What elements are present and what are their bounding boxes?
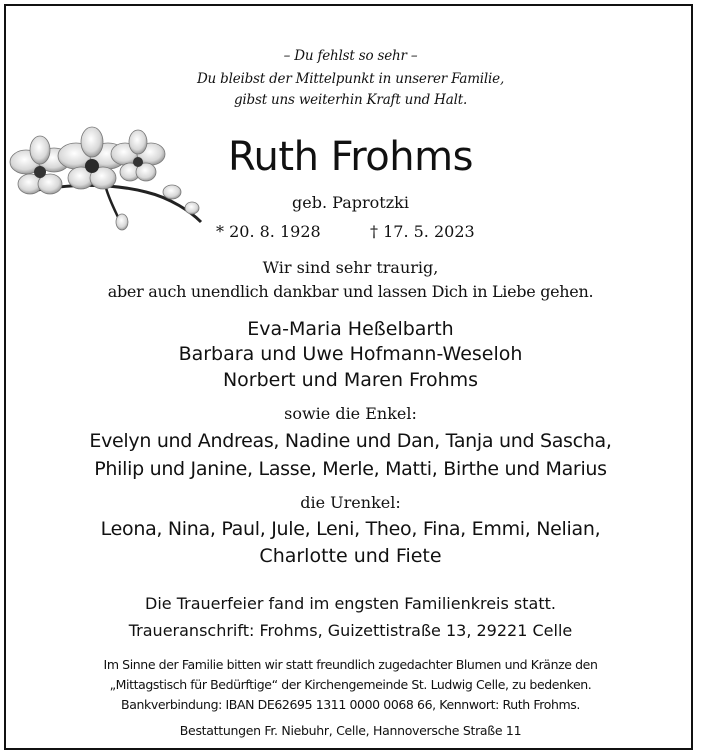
grandchildren-line-1: Evelyn und Andreas, Nadine und Dan, Tanja und Sascha,	[89, 430, 612, 452]
child-3: Norbert und Maren Frohms	[222, 369, 479, 391]
grandchildren-label: sowie die Enkel:	[284, 404, 417, 423]
ceremony-note: Die Trauerfeier fand im engsten Familienkreis statt.	[145, 594, 556, 613]
message-line-2: aber auch unendlich dankbar und lassen Dich in Liebe gehen.	[107, 282, 594, 301]
motto-line-3: gibst uns weiterhin Kraft und Halt.	[233, 92, 468, 108]
donation-line-1: Im Sinne der Familie bitten wir statt freundlich zugedachter Blumen und Kränze den	[103, 657, 598, 672]
death-date: † 17. 5. 2023	[370, 222, 475, 241]
great-grandchildren-line-1: Leona, Nina, Paul, Jule, Leni, Theo, Fina, Emmi, Nelian,	[100, 518, 601, 540]
funeral-home: Bestattungen Fr. Niebuhr, Celle, Hannoversche Straße 11	[179, 723, 522, 738]
birth-name: geb. Paprotzki	[292, 193, 409, 212]
motto-line-1: – Du fehlst so sehr –	[283, 48, 418, 64]
mourning-address: Traueranschrift: Frohms, Guizettistraße 13, 29221 Celle	[128, 621, 573, 640]
great-grandchildren-line-2: Charlotte und Fiete	[259, 545, 442, 567]
birth-date: * 20. 8. 1928	[216, 222, 321, 241]
great-grandchildren-label: die Urenkel:	[300, 493, 401, 512]
child-1: Eva-Maria Heßelbarth	[247, 318, 454, 340]
child-2: Barbara und Uwe Hofmann-Weseloh	[178, 343, 523, 365]
grandchildren-line-2: Philip und Janine, Lasse, Merle, Matti, Birthe und Marius	[94, 458, 607, 480]
motto-line-2: Du bleibst der Mittelpunkt in unserer Familie,	[196, 71, 505, 87]
donation-line-2: „Mittagstisch für Bedürftige“ der Kirchengemeinde St. Ludwig Celle, zu bedenken.	[109, 677, 592, 692]
message-line-1: Wir sind sehr traurig,	[262, 258, 439, 277]
deceased-name: Ruth Frohms	[228, 134, 473, 180]
bank-details: Bankverbindung: IBAN DE62695 1311 0000 0068 66, Kennwort: Ruth Frohms.	[121, 697, 580, 712]
